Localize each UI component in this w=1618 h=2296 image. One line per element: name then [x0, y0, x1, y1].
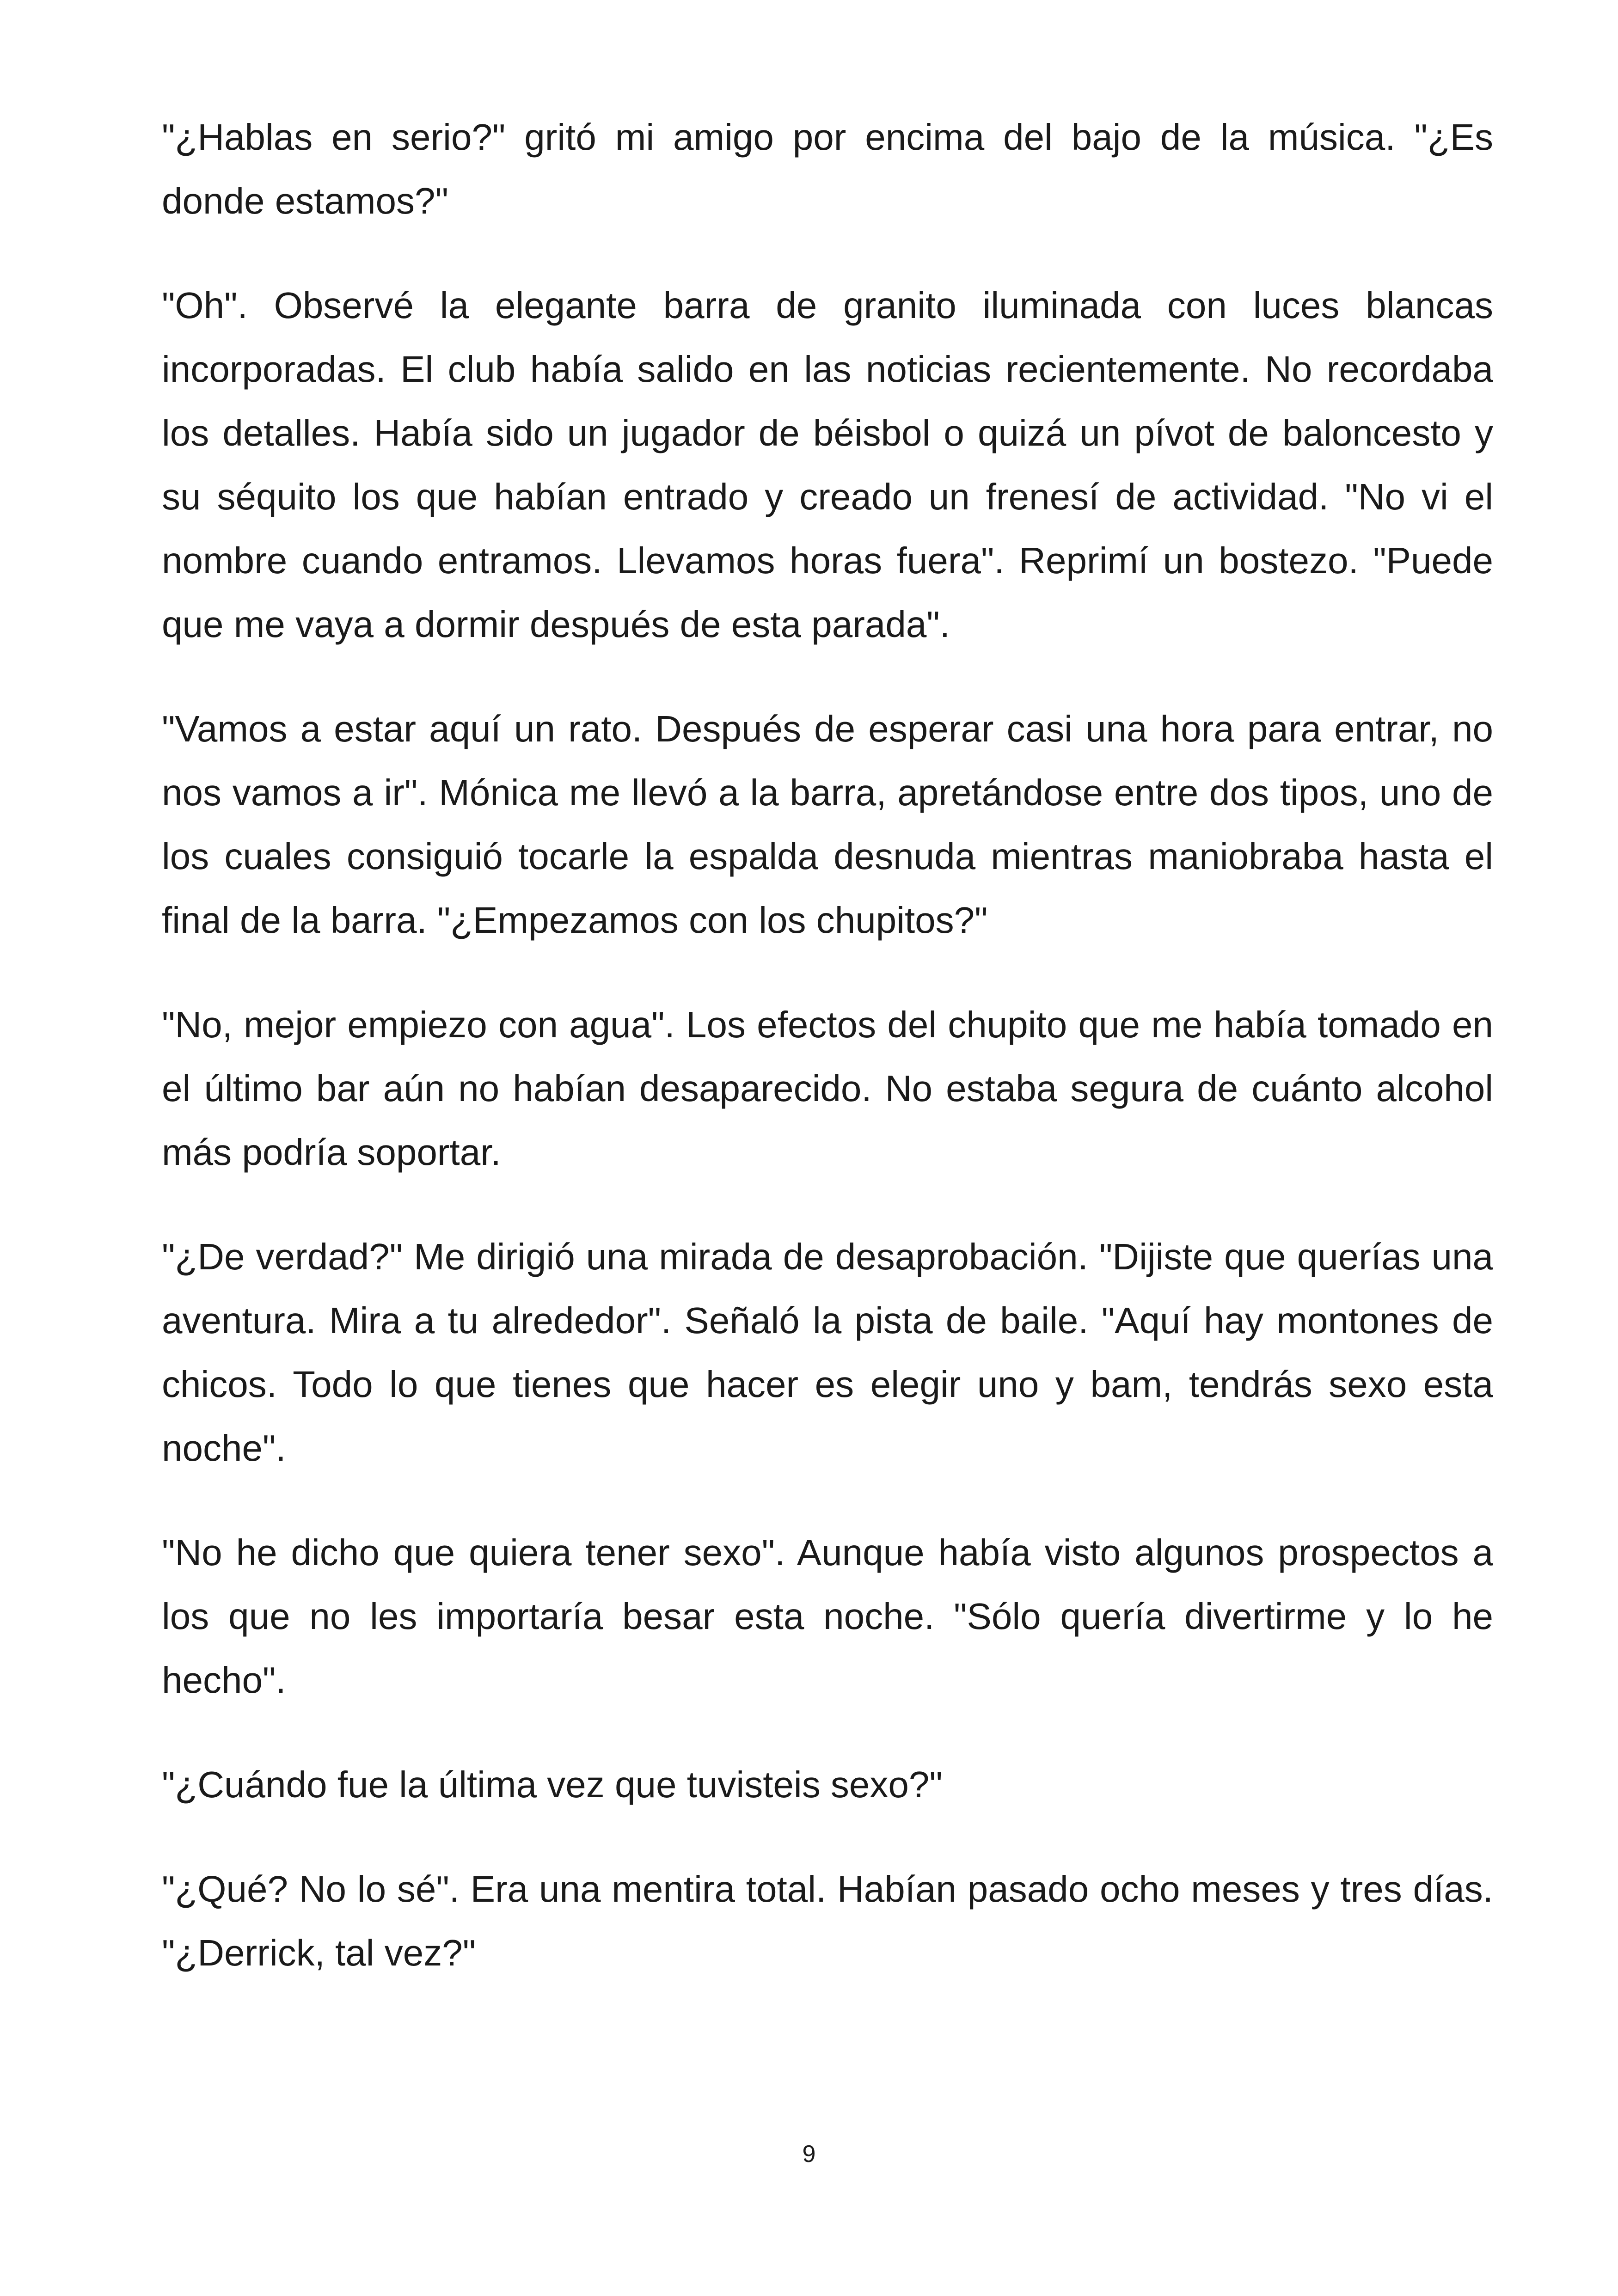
paragraph-8: "¿Qué? No lo sé". Era una mentira total. Habían pasado ocho meses y tres días. "¿Derrick, tal vez?": [162, 1868, 1493, 1973]
body-text: [162, 105, 1493, 2026]
page-number: 9: [802, 2141, 816, 2167]
paragraph-2: "Oh". Observé la elegante barra de granito iluminada con luces blancas incorporadas. El club había salido en las noticias recientemente. No recordaba los detalles. Había sido un jugador de béisbol o quizá un pívot de baloncesto y su séquito los que habían entrado y creado un frenesí de actividad. "No vi el nombre cuando entramos. Llevamos horas fuera". Reprimí un bostezo. "Puede que me vaya a dormir después de esta parada".: [162, 285, 1493, 645]
paragraph-6: "No he dicho que quiera tener sexo". Aunque había visto algunos prospectos a los que no les importaría besar esta noche. "Sólo quería divertirme y lo he hecho".: [162, 1532, 1493, 1701]
paragraph-4: "No, mejor empiezo con agua". Los efectos del chupito que me había tomado en el último bar aún no habían desaparecido. No estaba segura de cuánto alcohol más podría soportar.: [162, 1004, 1493, 1173]
paragraph-7: "¿Cuándo fue la última vez que tuvisteis sexo?": [162, 1764, 943, 1805]
paragraph-5: "¿De verdad?" Me dirigió una mirada de desaprobación. "Dijiste que querías una aventura. Mira a tu alrededor". Señaló la pista de baile. "Aquí hay montones de chicos. Todo lo que tienes que hacer es elegir uno y bam, tendrás sexo esta noche".: [162, 1236, 1493, 1469]
paragraph-3: "Vamos a estar aquí un rato. Después de esperar casi una hora para entrar, no nos vamos a ir". Mónica me llevó a la barra, apretándose entre dos tipos, uno de los cuales consiguió tocarle la espalda desnuda mientras maniobraba hasta el final de la barra. "¿Empezamos con los chupitos?": [162, 708, 1493, 941]
paragraph-1: "¿Hablas en serio?" gritó mi amigo por encima del bajo de la música. "¿Es donde estamos?": [162, 116, 1493, 221]
